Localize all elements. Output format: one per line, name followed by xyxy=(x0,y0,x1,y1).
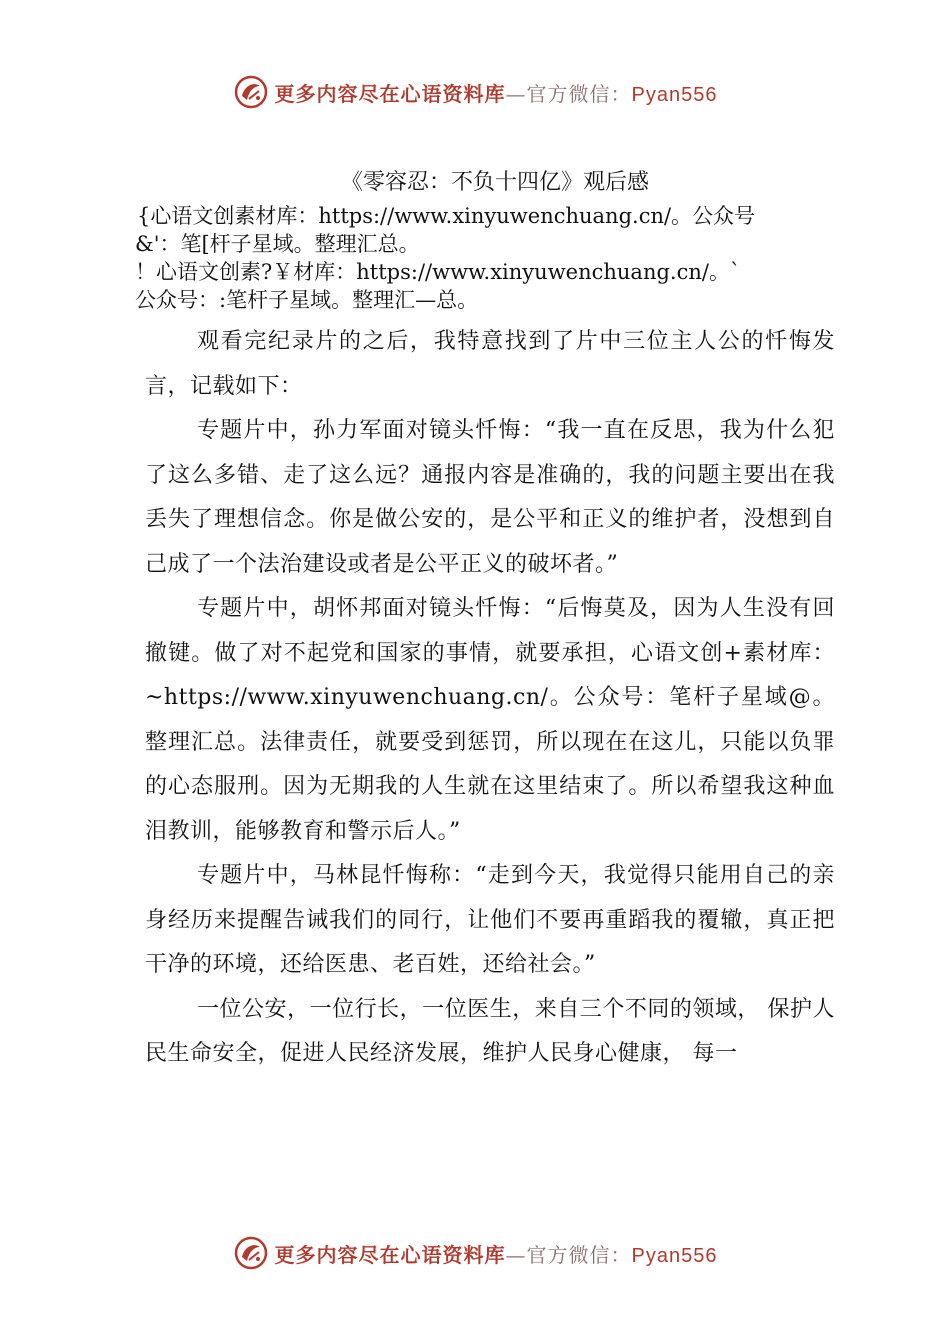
paragraph: 专题片中，胡怀邦面对镜头忏悔：“后悔莫及，因为人生没有回撤键。做了对不起党和国家的事情，就要承担，心语文创+素材库：~https://www.xinyuwenchuang.cn/。公众号：笔杆子星域@。整理汇总。法律责任，就要受到惩罚，所以现在在这儿，只能以负罪的心态服刑。因为无期我的人生就在这里结束了。所以希望我这种血泪教训，能够教育和警示后人。” xyxy=(145,596,835,844)
xinyu-logo-icon xyxy=(233,1235,269,1271)
paragraph: 观看完纪录片的之后，我特意找到了片中三位主人公的忏悔发言，记载如下： xyxy=(145,329,835,399)
header-banner xyxy=(0,70,950,114)
watermark-line: &'：笔[杆子星域。整理汇总。 xyxy=(135,232,420,256)
banner-wechat-label: 官方微信： xyxy=(526,1242,632,1267)
banner-brand: 更多内容尽在心语资料库 xyxy=(274,1242,506,1267)
document-title: 《零容忍：不负十四亿》观后感 xyxy=(340,170,649,195)
banner-wechat-id: Pyan556 xyxy=(631,83,718,106)
banner-wechat-label: 官方微信： xyxy=(526,81,632,106)
paragraph: 专题片中，孙力军面对镜头忏悔：“我一直在反思，我为什么犯了这么多错、走了这么远？通报内容是准确的，我的问题主要出在我丢失了理想信念。你是做公安的，是公平和正义的维护者，没想到自己成了一个法治建设或者是公平正义的破坏者。” xyxy=(145,418,835,577)
banner-text xyxy=(275,78,718,107)
banner-wechat-id: Pyan556 xyxy=(631,1244,718,1267)
watermark-line: ！心语文创素?￥材库：https://www.xinyuwenchuang.cn/。` xyxy=(135,260,741,284)
paragraph: 专题片中，马林昆忏悔称：“走到今天，我觉得只能用自己的亲身经历来提醒告诫我们的同行，让他们不要再重蹈我的覆辙，真正把干净的环境，还给医患、老百姓，还给社会。” xyxy=(145,863,835,977)
banner-brand: 更多内容尽在心语资料库 xyxy=(274,81,506,106)
document-body xyxy=(135,168,835,1077)
paragraph: 一位公安，一位行长，一位医生，来自三个不同的领域， 保护人民生命安全，促进人民经济发展，维护人民身心健康， 每一 xyxy=(145,996,835,1066)
banner-dash: — xyxy=(505,81,527,106)
banner-text xyxy=(275,1239,718,1268)
watermark-line: 公众号：:笔杆子星域。整理汇—总。 xyxy=(135,288,479,312)
footer-banner xyxy=(0,1231,950,1275)
watermark-line: {心语文创素材库：https://www.xinyuwenchuang.cn/。公众号 xyxy=(137,204,756,228)
xinyu-logo-icon xyxy=(233,74,269,110)
banner-dash: — xyxy=(505,1242,527,1267)
